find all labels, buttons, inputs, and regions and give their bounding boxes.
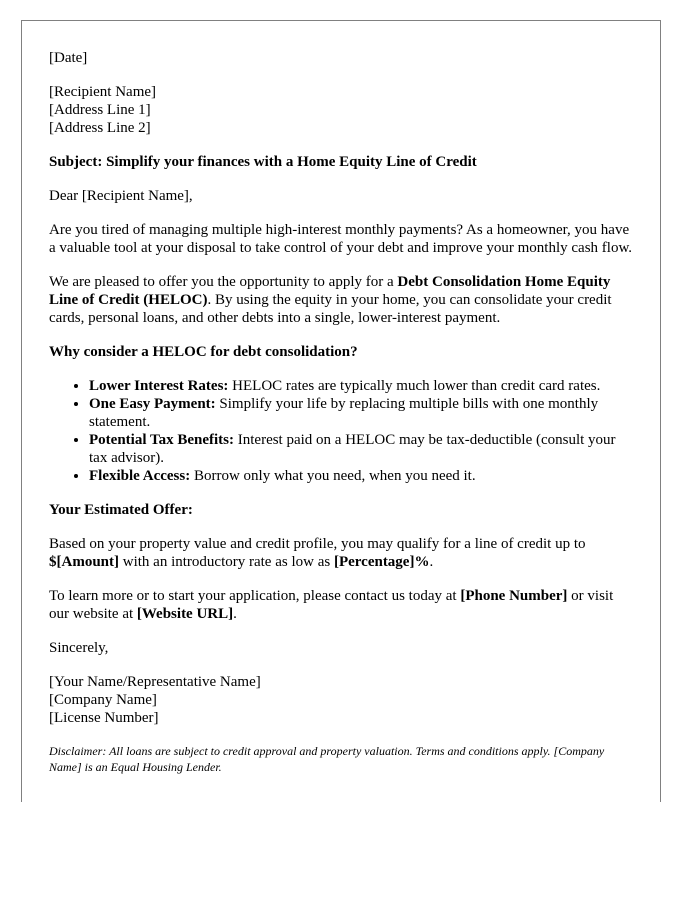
contact-phone: [Phone Number] (460, 588, 568, 604)
benefit-text: Borrow only what you need, when you need it. (190, 468, 476, 484)
letter-date: [Date] (49, 50, 88, 66)
benefit-item (89, 395, 633, 431)
contact-text-1: To learn more or to start your application, please contact us today at (49, 588, 461, 604)
closing: Sincerely, (49, 640, 109, 656)
subject-line: Subject: Simplify your finances with a Home Equity Line of Credit (49, 154, 477, 170)
offer-paragraph (49, 273, 633, 327)
signature-name: [Your Name/Representative Name] (49, 674, 261, 690)
estimate-text-3: . (429, 554, 434, 570)
intro-paragraph: Are you tired of managing multiple high-interest monthly payments? As a homeowner, you have a valuable tool at your disposal to take control of your debt and improve your monthly cash flow. (49, 222, 633, 256)
contact-website: [Website URL] (136, 606, 234, 622)
estimate-text-2: with an introductory rate as low as (119, 554, 334, 570)
recipient-block (49, 83, 633, 137)
salutation: Dear [Recipient Name], (49, 188, 193, 204)
letter-page (21, 20, 661, 802)
disclaimer: Disclaimer: All loans are subject to credit approval and property valuation. Terms and conditions apply. [Company Name] is an Equal Housing Lender. (49, 744, 605, 774)
benefit-title: One Easy Payment: (89, 396, 216, 412)
benefit-text: Interest paid on a HELOC may be tax-deductible (consult your tax advisor). (89, 432, 616, 466)
offer-text-after: . By using the equity in your home, you can consolidate your credit cards, personal loans, and other debts into a single, lower-interest payment. (49, 292, 612, 326)
offer-text-before: We are pleased to offer you the opportunity to apply for a (49, 274, 398, 290)
estimate-percentage: [Percentage]% (333, 554, 430, 570)
estimate-amount: $[Amount] (49, 554, 119, 570)
offer-product-name: Debt Consolidation Home Equity Line of Credit (HELOC) (49, 274, 611, 308)
estimate-heading: Your Estimated Offer: (49, 502, 193, 518)
contact-text-2: or visit our website at (49, 588, 614, 622)
benefit-title: Lower Interest Rates: (89, 378, 229, 394)
signature-block (49, 673, 633, 727)
benefit-item (89, 467, 633, 485)
benefit-title: Flexible Access: (89, 468, 191, 484)
benefit-title: Potential Tax Benefits: (89, 432, 234, 448)
benefits-list (49, 377, 633, 485)
signature-company: [Company Name] (49, 692, 157, 708)
benefit-item (89, 377, 633, 395)
recipient-address-line-2: [Address Line 2] (49, 120, 151, 136)
estimate-paragraph (49, 535, 633, 571)
why-heading: Why consider a HELOC for debt consolidation? (49, 344, 358, 360)
signature-license: [License Number] (49, 710, 159, 726)
benefit-text: HELOC rates are typically much lower than credit card rates. (228, 378, 601, 394)
contact-paragraph (49, 587, 633, 623)
recipient-address-line-1: [Address Line 1] (49, 102, 151, 118)
estimate-text-1: Based on your property value and credit profile, you may qualify for a line of credit up to (49, 536, 586, 552)
contact-text-3: . (233, 606, 237, 622)
benefit-text: Simplify your life by replacing multiple bills with one monthly statement. (89, 396, 599, 430)
benefit-item (89, 431, 633, 467)
recipient-name: [Recipient Name] (49, 84, 157, 100)
